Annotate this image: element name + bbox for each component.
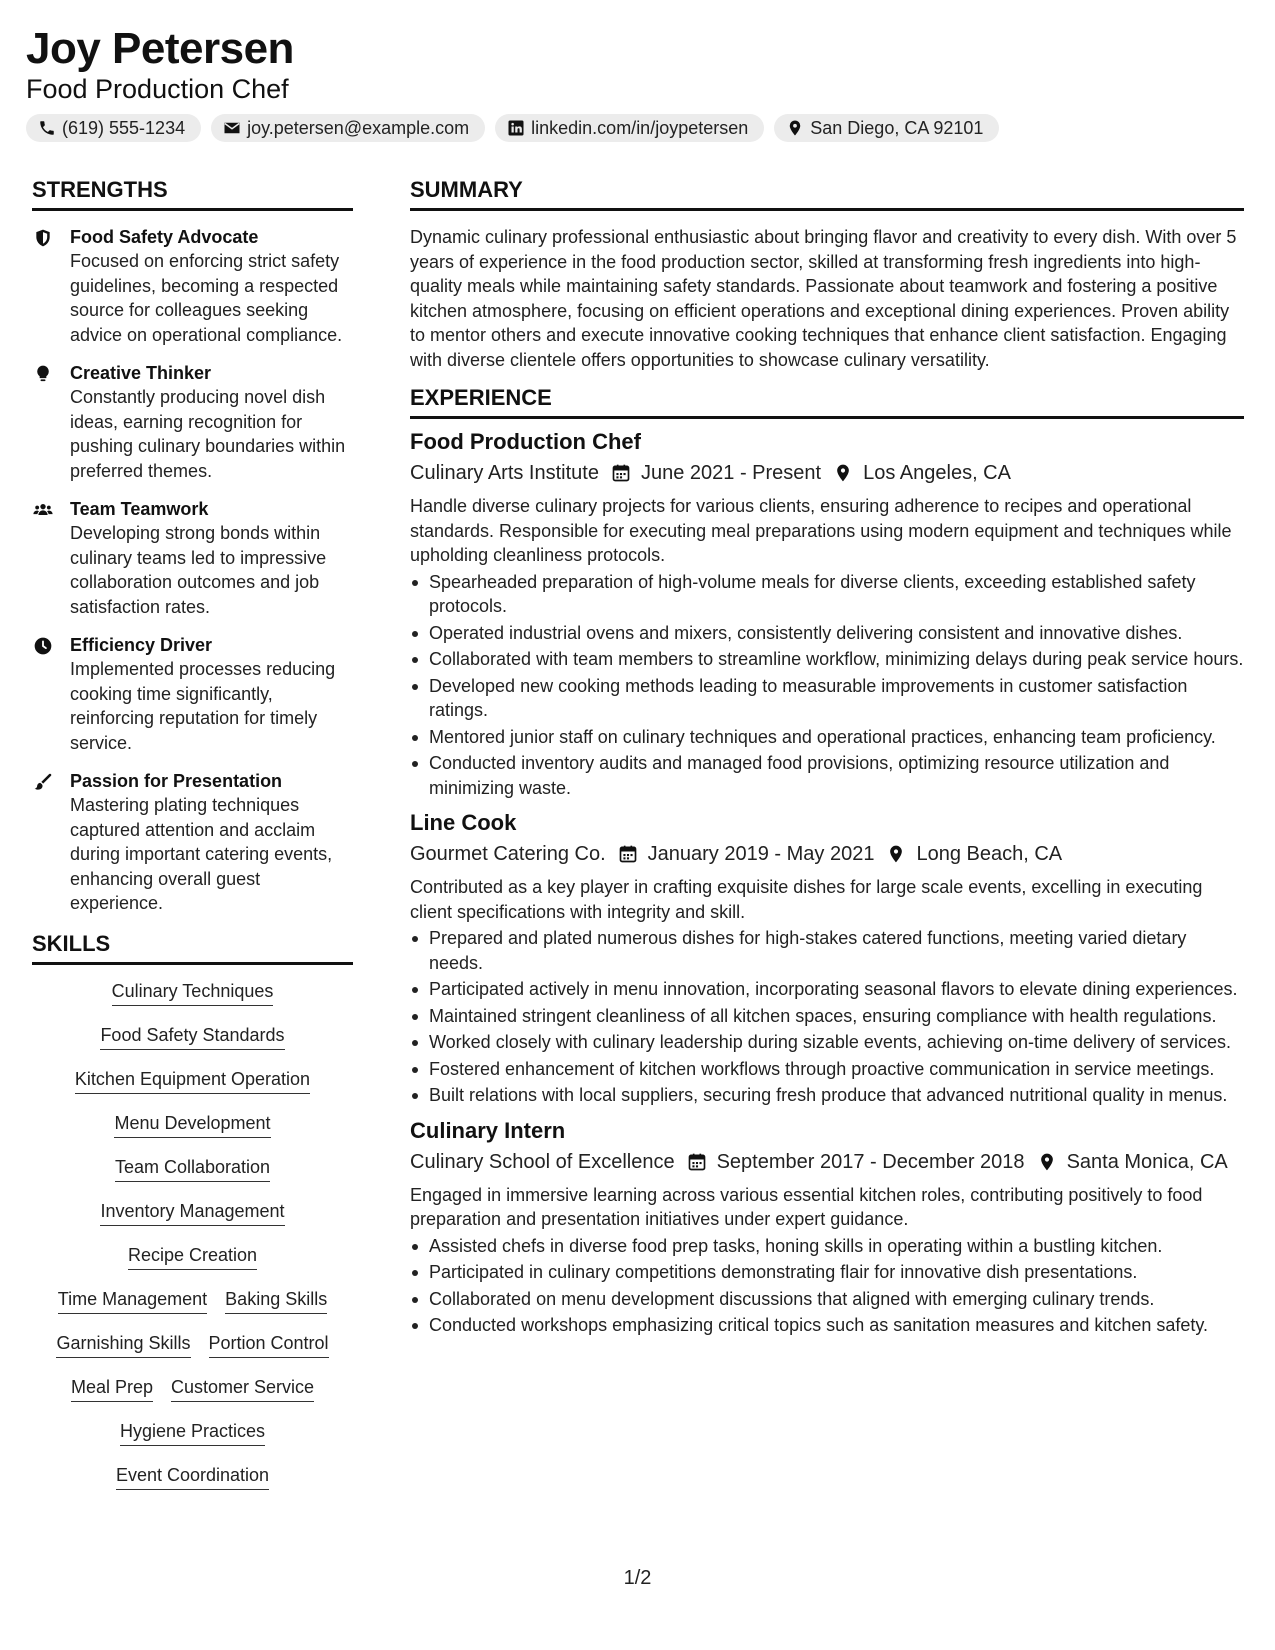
skill-row — [58, 1287, 327, 1314]
job-company: Gourmet Catering Co. — [410, 843, 606, 865]
strengths-heading: STRENGTHS — [32, 176, 353, 211]
job-location: Los Angeles, CA — [863, 462, 1011, 484]
job-entry — [410, 1116, 1244, 1338]
job-bullet: Collaborated on menu development discussions that aligned with emerging culinary trends. — [410, 1287, 1244, 1312]
strength-item — [32, 361, 353, 483]
job-bullets — [410, 570, 1244, 801]
calendar-icon — [687, 1152, 707, 1172]
skill-tag: Baking Skills — [225, 1287, 327, 1314]
strength-title: Passion for Presentation — [70, 771, 283, 791]
phone-icon — [38, 119, 56, 137]
skill-tag: Time Management — [58, 1287, 207, 1314]
skill-tag: Customer Service — [171, 1375, 314, 1402]
skill-row — [128, 1243, 257, 1270]
job-bullet: Prepared and plated numerous dishes for high-stakes catered functions, meeting varied dietary needs. — [410, 926, 1244, 975]
skill-row — [100, 1199, 284, 1226]
skill-row — [71, 1375, 314, 1402]
skill-row — [112, 979, 274, 1006]
skill-row — [100, 1023, 284, 1050]
strength-item — [32, 769, 353, 916]
job-dates: September 2017 - December 2018 — [716, 1150, 1025, 1173]
skills-heading: SKILLS — [32, 930, 353, 965]
candidate-role: Food Production Chef — [26, 74, 289, 104]
skill-row — [120, 1419, 265, 1446]
strength-title: Food Safety Advocate — [70, 227, 259, 247]
job-bullet: Mentored junior staff on culinary techniques and operational practices, enhancing team proficiency. — [410, 725, 1244, 750]
job-bullet: Assisted chefs in diverse food prep tasks, honing skills in operating within a bustling kitchen. — [410, 1234, 1244, 1259]
job-bullet: Built relations with local suppliers, securing fresh produce that advanced nutritional quality in menus. — [410, 1083, 1244, 1108]
strength-text: Implemented processes reducing cooking time significantly, reinforcing reputation for timely service. — [70, 659, 336, 753]
skill-row — [56, 1331, 328, 1358]
skill-row — [116, 1463, 269, 1490]
job-description: Contributed as a key player in crafting exquisite dishes for large scale events, excelling in executing client specifications with integrity and skill. — [410, 877, 1203, 922]
job-bullets — [410, 1234, 1244, 1338]
contact-linkedin-text: linkedin.com/in/joypetersen — [531, 117, 749, 138]
job-bullet: Conducted inventory audits and managed food provisions, optimizing resource utilization and minimizing waste. — [410, 751, 1244, 800]
map-pin-icon — [886, 844, 906, 864]
job-meta — [410, 839, 1244, 869]
job-bullet: Conducted workshops emphasizing critical topics such as sanitation measures and kitchen safety. — [410, 1313, 1244, 1338]
contact-phone-text: (619) 555-1234 — [62, 117, 186, 138]
skill-tag: Hygiene Practices — [120, 1419, 265, 1446]
left-column — [32, 176, 353, 1490]
skill-tag: Kitchen Equipment Operation — [75, 1067, 310, 1094]
envelope-icon — [223, 119, 241, 137]
map-pin-icon — [1037, 1152, 1057, 1172]
job-bullet: Collaborated with team members to streamline workflow, minimizing delays during peak service hours. — [410, 647, 1244, 672]
map-pin-icon — [833, 463, 853, 483]
job-meta — [410, 458, 1244, 488]
strength-title: Efficiency Driver — [70, 635, 213, 655]
contact-linkedin[interactable] — [495, 114, 764, 142]
skill-tag: Menu Development — [114, 1111, 270, 1138]
skill-tag: Portion Control — [209, 1331, 329, 1358]
job-bullet: Maintained stringent cleanliness of all kitchen spaces, ensuring compliance with health regulations. — [410, 1004, 1244, 1029]
strengths-list — [32, 225, 353, 916]
skill-tag: Inventory Management — [100, 1199, 284, 1226]
strength-text: Constantly producing novel dish ideas, earning recognition for pushing culinary boundaries within preferred themes. — [70, 387, 346, 481]
skill-tag: Recipe Creation — [128, 1243, 257, 1270]
strength-title: Team Teamwork — [70, 499, 209, 519]
strength-text: Mastering plating techniques captured attention and acclaim during important catering events, enhancing overall guest experience. — [70, 795, 333, 913]
skill-row — [115, 1155, 270, 1182]
job-location: Long Beach, CA — [916, 843, 1063, 865]
skill-tag: Food Safety Standards — [100, 1023, 284, 1050]
job-title: Line Cook — [410, 810, 517, 835]
skill-row — [114, 1111, 270, 1138]
candidate-name: Joy Petersen — [26, 24, 294, 73]
strength-text: Developing strong bonds within culinary teams led to impressive collaboration outcomes and job satisfaction rates. — [70, 523, 327, 617]
brush-icon — [33, 772, 53, 792]
contact-email[interactable] — [211, 114, 485, 142]
skill-tag: Meal Prep — [71, 1375, 153, 1402]
job-description: Engaged in immersive learning across various essential kitchen roles, contributing positively to food preparation and presentation initiatives under expert guidance. — [410, 1184, 1203, 1229]
calendar-icon — [618, 844, 638, 864]
map-pin-icon — [786, 119, 804, 137]
clock-icon — [33, 636, 53, 656]
job-entry — [410, 808, 1244, 1108]
job-dates: June 2021 - Present — [640, 462, 822, 484]
skill-tag: Event Coordination — [116, 1463, 269, 1490]
job-bullet: Developed new cooking methods leading to measurable improvements in customer satisfaction ratings. — [410, 674, 1244, 723]
resume-header — [26, 24, 999, 142]
page-number: 1/2 — [623, 1567, 652, 1589]
strength-item — [32, 633, 353, 755]
calendar-icon — [611, 463, 631, 483]
job-title: Culinary Intern — [410, 1117, 566, 1143]
skill-row — [75, 1067, 310, 1094]
job-location: Santa Monica, CA — [1066, 1150, 1228, 1173]
job-bullet: Participated in culinary competitions demonstrating flair for innovative dish presentations. — [410, 1260, 1244, 1285]
skill-tag: Team Collaboration — [115, 1155, 270, 1182]
contact-phone[interactable] — [26, 114, 201, 142]
skill-tag: Garnishing Skills — [56, 1331, 190, 1358]
experience-heading: EXPERIENCE — [410, 384, 1244, 419]
job-title: Food Production Chef — [410, 429, 641, 454]
job-company: Culinary Arts Institute — [410, 462, 599, 484]
contact-location-text: San Diego, CA 92101 — [810, 117, 984, 138]
skills-list — [32, 979, 353, 1490]
contact-bar — [26, 114, 999, 142]
lightbulb-icon — [33, 364, 53, 384]
job-description: Handle diverse culinary projects for various clients, ensuring adherence to recipes and operational standards. Responsible for executing meal preparations using modern equipment and techniques while upholding cleanliness protocols. — [410, 496, 1232, 565]
job-company: Culinary School of Excellence — [410, 1150, 675, 1173]
job-bullet: Spearheaded preparation of high-volume meals for diverse clients, exceeding established safety protocols. — [410, 570, 1244, 619]
strength-item — [32, 497, 353, 619]
job-bullet: Fostered enhancement of kitchen workflows through proactive communication in service meetings. — [410, 1057, 1244, 1082]
contact-email-text: joy.petersen@example.com — [247, 117, 470, 138]
summary-heading: SUMMARY — [410, 176, 1244, 211]
strength-item — [32, 225, 353, 347]
job-bullet: Operated industrial ovens and mixers, consistently delivering consistent and innovative dishes. — [410, 621, 1244, 646]
job-entry — [410, 427, 1244, 800]
job-bullets — [410, 926, 1244, 1108]
job-dates: January 2019 - May 2021 — [647, 843, 875, 865]
right-column — [410, 176, 1244, 1340]
job-meta — [410, 1147, 1244, 1177]
strength-text: Focused on enforcing strict safety guidelines, becoming a respected source for colleagues seeking advice on operational compliance. — [70, 251, 343, 345]
shield-icon — [33, 228, 53, 248]
summary-text: Dynamic culinary professional enthusiastic about bringing flavor and creativity to every dish. With over 5 years of experience in the food production sector, skilled at transforming fresh ingredients into high-quality meals while maintaining safety standards. Passionate about teamwork and fostering a positive kitchen atmosphere, focusing on efficient operations and exceptional dining experiences. Proven ability to mentor others and execute innovative cooking techniques that enhance client satisfaction. Engaging with diverse clientele offers opportunities to showcase culinary versatility. — [410, 227, 1237, 370]
skill-tag: Culinary Techniques — [112, 979, 274, 1006]
linkedin-icon — [507, 119, 525, 137]
strength-title: Creative Thinker — [70, 363, 212, 383]
contact-location[interactable] — [774, 114, 999, 142]
job-bullet: Participated actively in menu innovation, incorporating seasonal flavors to elevate dining experiences. — [410, 977, 1244, 1002]
job-bullet: Worked closely with culinary leadership during sizable events, achieving on-time delivery of services. — [410, 1030, 1244, 1055]
users-icon — [33, 500, 53, 520]
